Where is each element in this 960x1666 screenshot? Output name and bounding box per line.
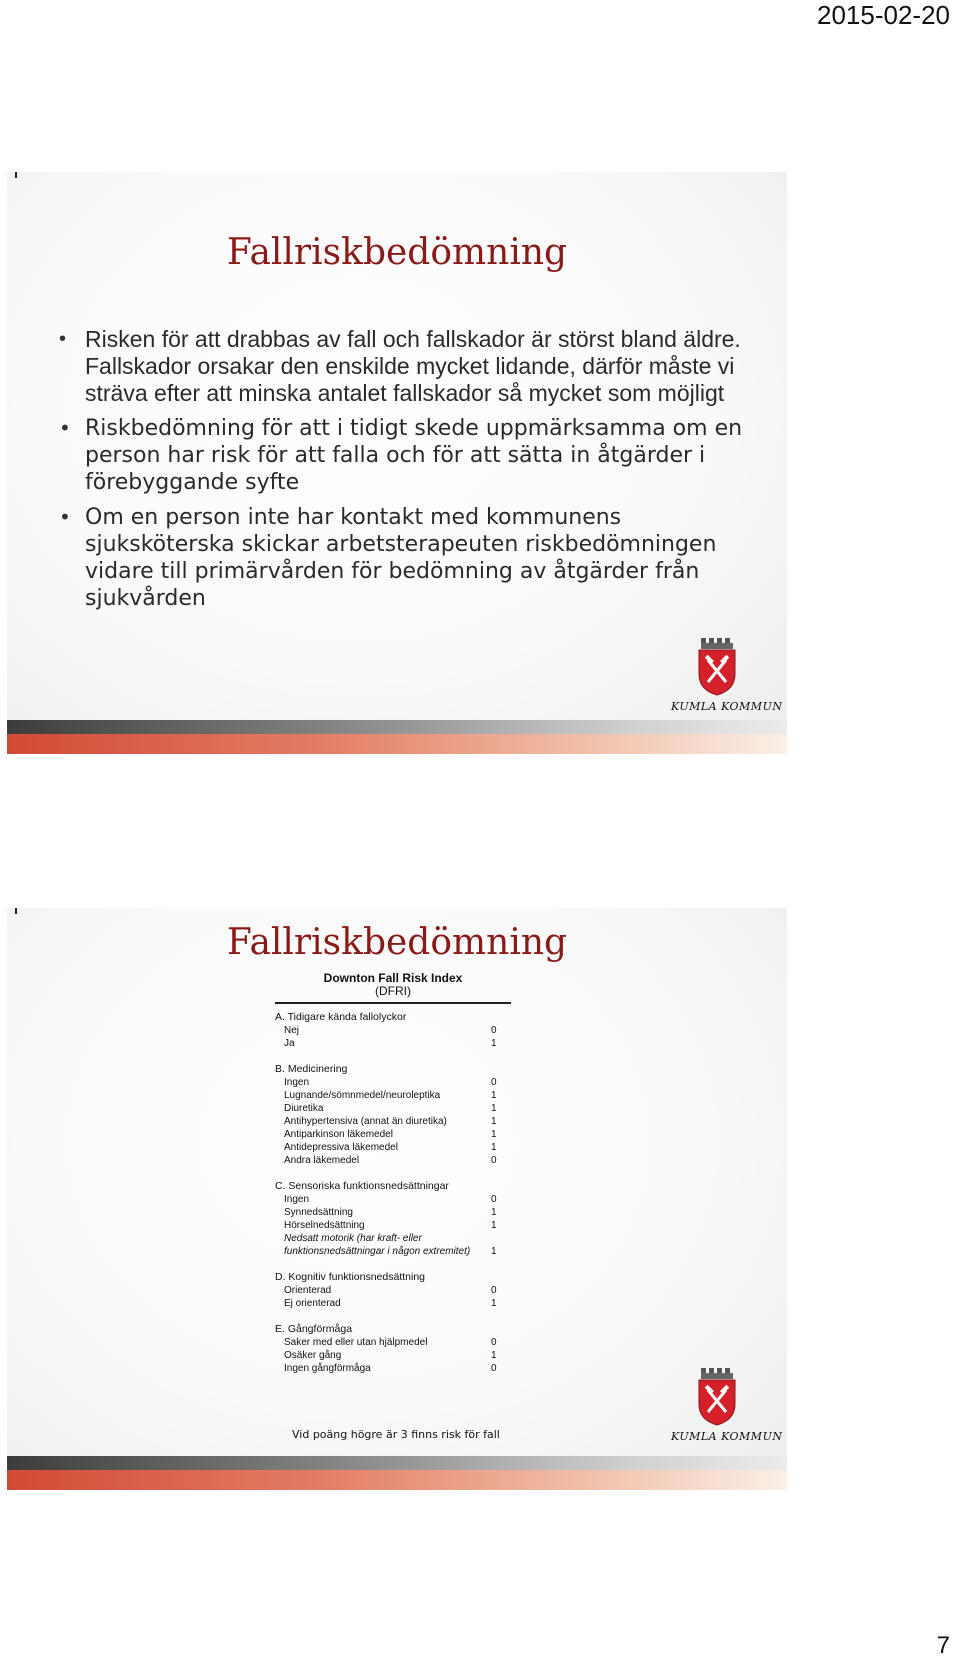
dfri-row [275,1284,511,1297]
dfri-row-label-line2: funktionsnedsättningar i någon extremitet) [284,1246,471,1257]
dfri-row-score: 0 [491,1285,497,1296]
dfri-row-label: Ja [284,1038,295,1049]
dfri-row-label [275,1232,470,1258]
dfri-row-score: 1 [491,1038,497,1049]
dfri-row-score: 1 [491,1116,497,1127]
dfri-row-label: Nej [284,1025,300,1036]
dfri-row-score: 0 [491,1363,497,1374]
dfri-row [275,1297,511,1310]
bullet-dot-icon: • [59,416,71,440]
dfri-section-title: C. Sensoriska funktionsnedsättningar [275,1180,449,1192]
dfri-row-label: Lugnande/sömnmedel/neuroleptika [284,1090,441,1101]
kumla-kommun-logo [671,1368,783,1443]
dfri-row [275,1037,511,1050]
kumla-kommun-crest-icon [695,1368,739,1426]
kumla-kommun-crest-icon [695,638,739,696]
bottom-bar-red [7,734,787,754]
dfri-section-c [275,1179,511,1258]
bottom-bar-gray [7,720,787,734]
logo-text: KUMLA KOMMUN [671,1430,783,1443]
dfri-section-title: B. Medicinering [275,1063,348,1075]
dfri-section-title: A. Tidigare kända fallolyckor [275,1011,407,1023]
dfri-row-label: Saker med eller utan hjälpmedel [284,1337,428,1348]
dfri-row-label: Hörselnedsättning [284,1220,365,1231]
dfri-row-label: Andra läkemedel [284,1155,360,1166]
bullet-dot-icon: • [59,328,67,350]
dfri-row-label: Antidepressiva läkemedel [284,1142,398,1153]
bullet-item [55,504,755,612]
bottom-bar-gray [7,1456,787,1470]
dfri-row-label-line1: Nedsatt motorik (har kraft- eller [284,1233,422,1244]
dfri-row [275,1362,511,1375]
dfri-row-label: Ingen gångförmåga [284,1363,371,1374]
dfri-row-label: Osäker gång [284,1350,342,1361]
dfri-row [275,1128,511,1141]
bullet-dot-icon: • [59,505,71,529]
dfri-row-label: Ingen [284,1194,310,1205]
kumla-kommun-logo [671,638,783,713]
bullet-item [55,415,755,496]
dfri-section-a [275,1010,511,1050]
dfri-table [275,972,511,1387]
dfri-row [275,1024,511,1037]
dfri-row [275,1076,511,1089]
slide-2 [7,908,787,1490]
slide-title: Fallriskbedömning [226,232,568,273]
dfri-row-score: 1 [491,1142,497,1153]
dfri-row-score: 1 [491,1090,497,1101]
bullet-item [55,326,755,407]
dfri-row-score: 0 [491,1077,497,1088]
dfri-row [275,1154,511,1167]
dfri-heading: Downton Fall Risk Index [323,971,463,985]
dfri-row-score: 0 [491,1025,497,1036]
dfri-row [275,1336,511,1349]
dfri-row-label: Antiparkinson läkemedel [284,1129,393,1140]
dfri-row-label: Antihypertensiva (annat än diuretika) [284,1116,447,1127]
page-date: 2015-02-20 [817,0,950,30]
dfri-row-label: Orienterad [284,1285,332,1296]
dfri-section-e [275,1322,511,1375]
dfri-row-score: 1 [491,1350,497,1361]
slide-bottom-bar [7,1456,787,1490]
dfri-row-score: 0 [491,1155,497,1166]
dfri-row-score: 1 [491,1298,497,1309]
dfri-row-score: 1 [491,1220,497,1231]
bullet-text: Om en person inte har kontakt med kommunens sjuksköterska skickar arbetsterapeuten riskbedömningen vidare till primärvården för bedömning av åtgärder från sjukvården [85,505,717,611]
bullet-list [55,326,755,620]
dfri-divider [275,1002,511,1004]
page-number: 7 [936,1632,950,1659]
dfri-row-label: Synnedsättning [284,1207,353,1218]
slide-1 [7,172,787,754]
dfri-row-score: 0 [491,1194,497,1205]
dfri-row-label: Diuretika [284,1103,324,1114]
dfri-row-label: Ej orienterad [284,1298,341,1309]
dfri-row [275,1115,511,1128]
slide-bottom-bar [7,720,787,754]
dfri-subheading: (DFRI) [375,984,411,998]
dfri-row [275,1102,511,1115]
dfri-section-title: E. Gångförmåga [275,1323,353,1335]
slide-corner-mark [15,172,17,178]
dfri-row [275,1232,511,1258]
logo-text: KUMLA KOMMUN [671,700,783,713]
dfri-row [275,1349,511,1362]
dfri-row-label: Ingen [284,1077,310,1088]
dfri-row [275,1141,511,1154]
dfri-row [275,1206,511,1219]
dfri-row-score: 1 [491,1129,497,1140]
dfri-section-d [275,1270,511,1310]
dfri-row-score: 1 [491,1103,497,1114]
dfri-row [275,1219,511,1232]
bullet-text: Riskbedömning för att i tidigt skede uppmärksamma om en person har risk för att falla och för att sätta in åtgärder i förebyggande syfte [85,416,743,495]
dfri-row-score: 0 [491,1337,497,1348]
dfri-section-title: D. Kognitiv funktionsnedsättning [275,1271,426,1283]
slide-title: Fallriskbedömning [226,922,568,963]
slide-note: Vid poäng högre är 3 finns risk för fall [292,1428,500,1441]
bullet-text: Risken för att drabbas av fall och fallskador är störst bland äldre. Fallskador orsakar den enskilde mycket lidande, därför måste vi sträva efter att minska antalet fallskador så mycket som möjligt [85,326,741,406]
dfri-row-score: 1 [491,1207,497,1218]
dfri-row [275,1089,511,1102]
dfri-row [275,1193,511,1206]
slide-corner-mark [15,908,17,914]
dfri-row-score: 1 [491,1246,497,1257]
bottom-bar-red [7,1470,787,1490]
dfri-section-b [275,1062,511,1167]
